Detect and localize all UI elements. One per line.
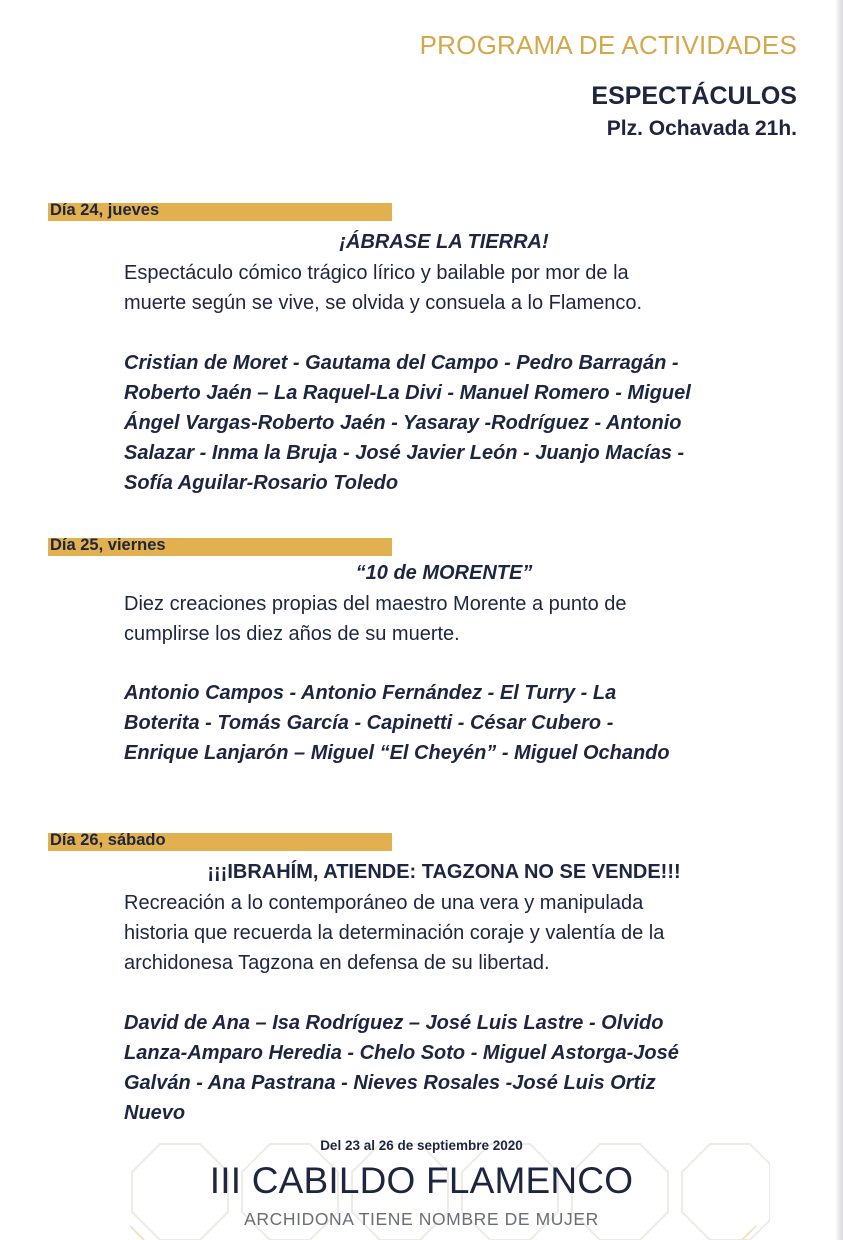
description-line: Diez creaciones propias del maestro Morente a punto de: [124, 593, 627, 615]
show-title: ¡ÁBRASE LA TIERRA!: [339, 231, 549, 253]
show-description: [124, 258, 784, 318]
show-cast: [124, 1008, 774, 1128]
cast-line: Ángel Vargas-Roberto Jaén - Yasaray -Rodríguez - Antonio: [124, 412, 682, 434]
day-banner-25: [48, 538, 392, 556]
day-banner-26: [48, 833, 392, 851]
cast-line: Enrique Lanjarón – Miguel “El Cheyén” - Miguel Ochando: [124, 742, 670, 764]
cast-line: Boterita - Tomás García - Capinetti - César Cubero -: [124, 712, 614, 734]
show-cast: [124, 348, 774, 498]
event-tagline: ARCHIDONA TIENE NOMBRE DE MUJER: [244, 1209, 599, 1229]
page-edge-shadow: [835, 0, 843, 1240]
day-label: Día 24, jueves: [50, 201, 160, 219]
description-line: Recreación a lo contemporáneo de una vera y manipulada: [124, 892, 644, 914]
footer-dates: Del 23 al 26 de septiembre 2020: [320, 1138, 523, 1153]
cast-line: Sofía Aguilar-Rosario Toledo: [124, 472, 399, 494]
venue-time: Plz. Ochavada 21h.: [606, 117, 797, 140]
show-description: [124, 888, 784, 978]
show-title: “10 de MORENTE”: [355, 562, 533, 584]
cast-line: David de Ana – Isa Rodríguez – José Luis Lastre - Olvido: [124, 1012, 664, 1034]
description-line: historia que recuerda la determinación coraje y valentía de la: [124, 922, 665, 944]
day-label: Día 25, viernes: [50, 536, 166, 554]
cast-line: Nuevo: [124, 1102, 186, 1124]
description-line: muerte según se vive, se olvida y consuela a lo Flamenco.: [124, 292, 643, 314]
show-cast: [124, 678, 774, 768]
event-name: III CABILDO FLAMENCO: [209, 1160, 634, 1201]
day-label: Día 26, sábado: [50, 831, 166, 849]
cast-line: Lanza-Amparo Heredia - Chelo Soto - Miguel Astorga-José: [124, 1042, 679, 1064]
show-title: ¡¡¡IBRAHÍM, ATIENDE: TAGZONA NO SE VENDE!!!: [207, 861, 681, 883]
description-line: Espectáculo cómico trágico lírico y bailable por mor de la: [124, 262, 629, 284]
cast-line: Salazar - Inma la Bruja - José Javier León - Juanjo Macías -: [124, 442, 685, 464]
description-line: archidonesa Tagzona en defensa de su libertad.: [124, 952, 550, 974]
cast-line: Roberto Jaén – La Raquel-La Divi - Manuel Romero - Miguel: [124, 382, 691, 404]
cast-line: Cristian de Moret - Gautama del Campo - Pedro Barragán -: [124, 352, 679, 374]
day-banner-24: [48, 203, 392, 221]
cast-line: Galván - Ana Pastrana - Nieves Rosales -José Luis Ortiz: [124, 1072, 656, 1094]
description-line: cumplirse los diez años de su muerte.: [124, 623, 460, 645]
cast-line: Antonio Campos - Antonio Fernández - El Turry - La: [124, 682, 617, 704]
show-description: [124, 589, 784, 649]
program-kicker: PROGRAMA DE ACTIVIDADES: [419, 30, 797, 60]
section-title: ESPECTÁCULOS: [591, 82, 797, 110]
